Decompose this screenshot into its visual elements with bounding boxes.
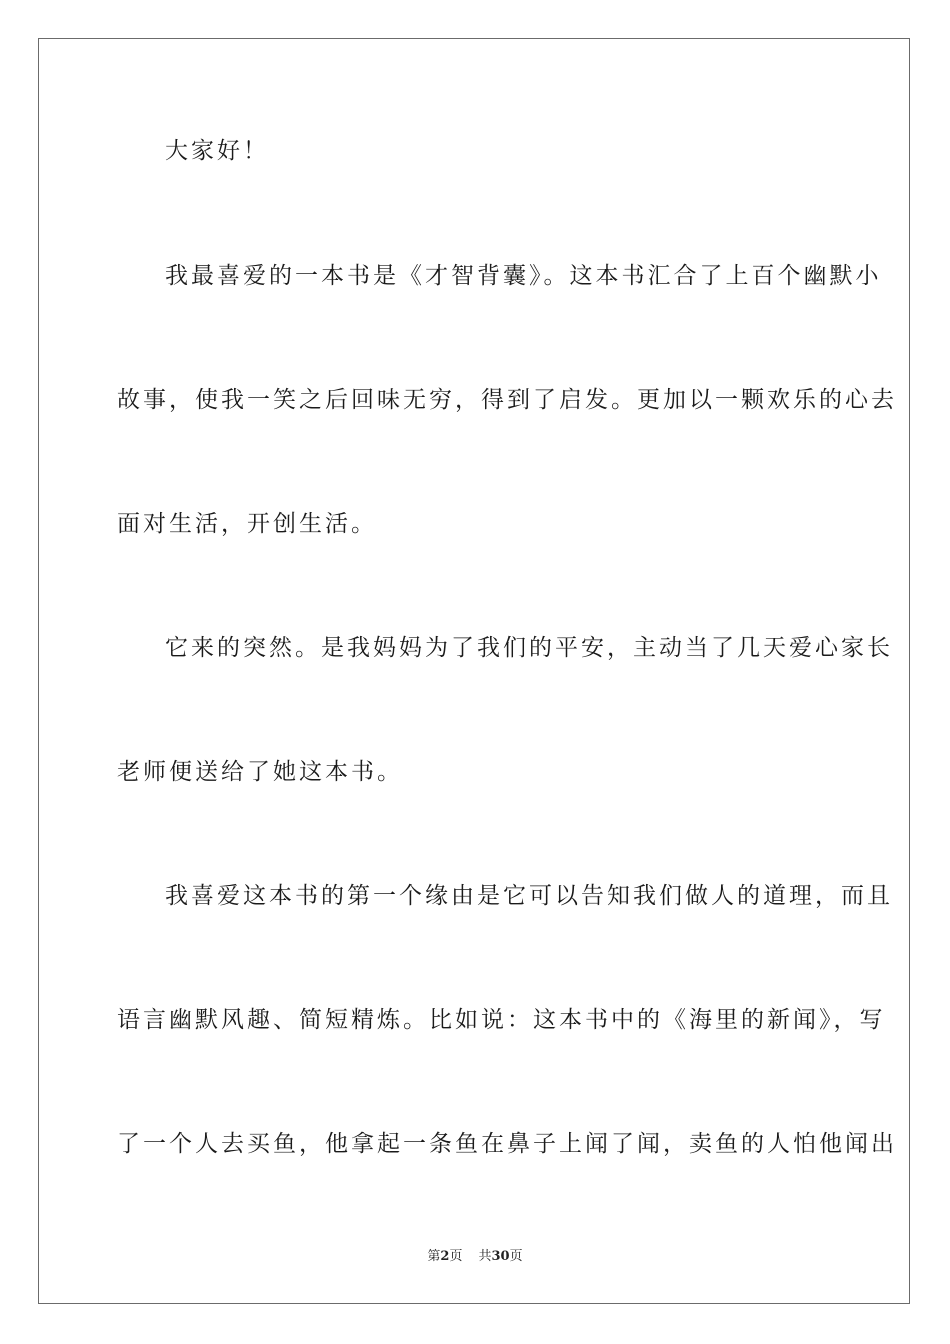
page-footer: [0, 1248, 950, 1266]
paragraph-1-line-2: 故事，使我一笑之后回味无穷，得到了启发。更加以一颗欢乐的心去: [117, 387, 897, 413]
paragraph-3-line-3: 了一个人去买鱼，他拿起一条鱼在鼻子上闻了闻，卖鱼的人怕他闻出: [117, 1131, 897, 1157]
paragraph-1-line-1: 我最喜爱的一本书是《才智背囊》。这本书汇合了上百个幽默小: [165, 263, 882, 289]
page-number: 2: [440, 1249, 450, 1264]
page-suffix: 页: [449, 1249, 463, 1264]
paragraph-3-line-2: 语言幽默风趣、简短精炼。比如说：这本书中的《海里的新闻》，写: [117, 1007, 886, 1033]
page-border: [38, 38, 910, 1304]
paragraph-1-line-3: 面对生活，开创生活。: [117, 511, 377, 537]
paragraph-2-line-2: 老师便送给了她这本书。: [117, 759, 403, 785]
paragraph-3-line-1: 我喜爱这本书的第一个缘由是它可以告知我们做人的道理，而且: [165, 883, 893, 909]
total-pages: 30: [491, 1249, 510, 1264]
total-suffix: 页: [509, 1249, 523, 1264]
greeting-line: 大家好！: [165, 138, 269, 164]
total-prefix: 共: [478, 1249, 492, 1264]
paragraph-2-line-1: 它来的突然。是我妈妈为了我们的平安，主动当了几天爱心家长: [165, 635, 893, 661]
page-prefix: 第: [427, 1249, 441, 1264]
